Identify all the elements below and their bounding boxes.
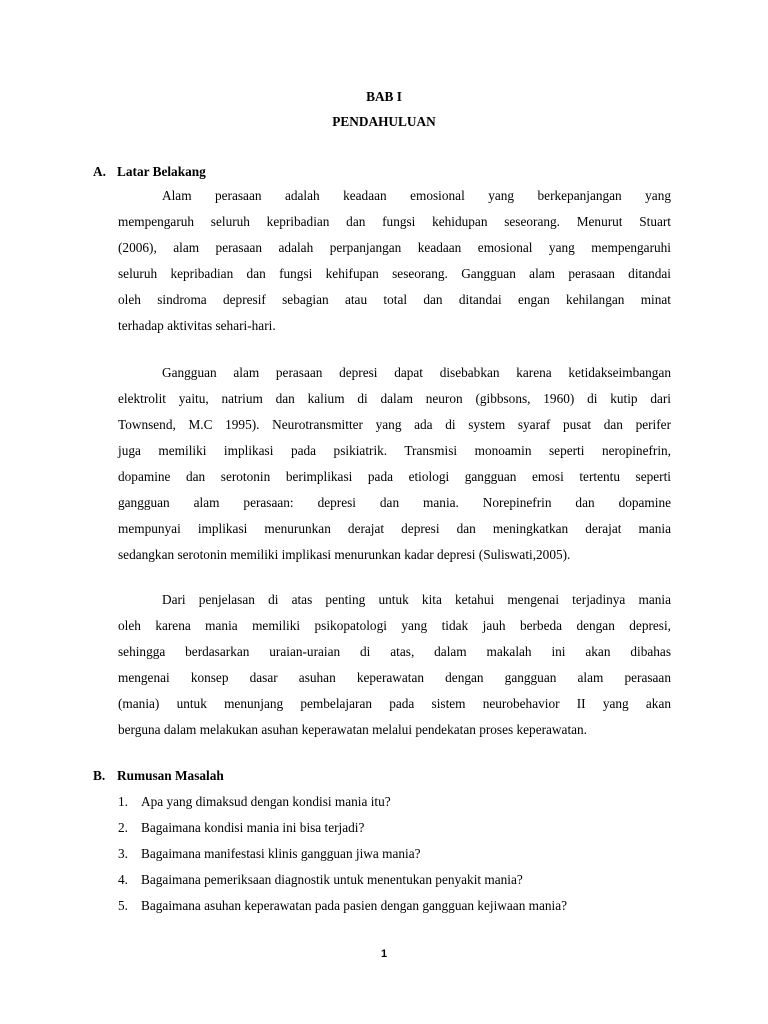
chapter-title: PENDAHULUAN — [332, 114, 436, 129]
list-item-text: Bagaimana pemeriksaan diagnostik untuk menentukan penyakit mania? — [141, 872, 523, 887]
paragraph-line: oleh karena mania memiliki psikopatologi yang tidak jauh berbeda dengan depresi, — [118, 618, 671, 633]
section-b-heading — [93, 767, 224, 785]
list-item — [118, 819, 567, 845]
chapter-number: BAB I — [366, 89, 402, 104]
paragraph-line: elektrolit yaitu, natrium dan kalium di dalam neuron (gibbsons, 1960) di kutip dari — [118, 391, 671, 406]
paragraph-line: terhadap aktivitas sehari-hari. — [118, 318, 276, 333]
section-b-letter: B. — [93, 768, 106, 783]
page-number: 1 — [380, 948, 388, 960]
list-item-number: 2. — [118, 820, 128, 835]
list-item — [118, 897, 567, 923]
paragraph-1 — [118, 187, 671, 343]
paragraph-line: Townsend, M.C 1995). Neurotransmitter yang ada di system syaraf pusat dan perifer — [118, 417, 671, 432]
list-item-text: Apa yang dimaksud dengan kondisi mania itu? — [141, 794, 391, 809]
paragraph-line: Gangguan alam perasaan depresi dapat disebabkan karena ketidakseimbangan — [162, 365, 671, 380]
paragraph-3 — [118, 591, 671, 747]
paragraph-line: sedangkan serotonin memiliki implikasi menurunkan kadar depresi (Suliswati,2005). — [118, 547, 571, 562]
paragraph-line: Alam perasaan adalah keadaan emosional yang berkepanjangan yang — [162, 188, 671, 203]
paragraph-line: juga memiliki implikasi pada psikiatrik. Transmisi monoamin seperti neropinefrin, — [118, 443, 671, 458]
paragraph-line: seluruh kepribadian dan fungsi kehifupan seseorang. Gangguan alam perasaan ditandai — [118, 266, 671, 281]
list-item — [118, 793, 567, 819]
question-list — [118, 793, 567, 923]
paragraph-line: Dari penjelasan di atas penting untuk kita ketahui mengenai terjadinya mania — [162, 592, 671, 607]
section-a-title: Latar Belakang — [117, 164, 206, 179]
list-item-number: 3. — [118, 846, 128, 861]
paragraph-line: oleh sindroma depresif sebagian atau total dan ditandai engan kehilangan minat — [118, 292, 671, 307]
paragraph-line: gangguan alam perasaan: depresi dan mania. Norepinefrin dan dopamine — [118, 495, 671, 510]
section-b-title: Rumusan Masalah — [117, 768, 224, 783]
paragraph-line: (2006), alam perasaan adalah perpanjangan keadaan emosional yang mempengaruhi — [118, 240, 671, 255]
paragraph-line: dopamine dan serotonin berimplikasi pada etiologi gangguan emosi tertentu seperti — [118, 469, 671, 484]
paragraph-line: mengenai konsep dasar asuhan keperawatan dengan gangguan alam perasaan — [118, 670, 671, 685]
paragraph-line: mempengaruh seluruh kepribadian dan fungsi kehidupan seseorang. Menurut Stuart — [118, 214, 671, 229]
list-item-number: 4. — [118, 872, 128, 887]
list-item-text: Bagaimana manifestasi klinis gangguan jiwa mania? — [141, 846, 421, 861]
list-item-text: Bagaimana kondisi mania ini bisa terjadi? — [141, 820, 365, 835]
paragraph-line: berguna dalam melakukan asuhan keperawatan melalui pendekatan proses keperawatan. — [118, 722, 588, 737]
section-a-letter: A. — [93, 164, 106, 179]
section-a-heading — [93, 163, 206, 181]
list-item-number: 1. — [118, 794, 128, 809]
list-item-text: Bagaimana asuhan keperawatan pada pasien dengan gangguan kejiwaan mania? — [141, 898, 568, 913]
paragraph-line: mempunyai implikasi menurunkan derajat depresi dan meningkatkan derajat mania — [118, 521, 671, 536]
paragraph-line: (mania) untuk menunjang pembelajaran pada sistem neurobehavior II yang akan — [118, 696, 671, 711]
list-item — [118, 871, 567, 897]
list-item-number: 5. — [118, 898, 128, 913]
paragraph-line: sehingga berdasarkan uraian-uraian di atas, dalam makalah ini akan dibahas — [118, 644, 671, 659]
paragraph-2 — [118, 364, 671, 572]
list-item — [118, 845, 567, 871]
